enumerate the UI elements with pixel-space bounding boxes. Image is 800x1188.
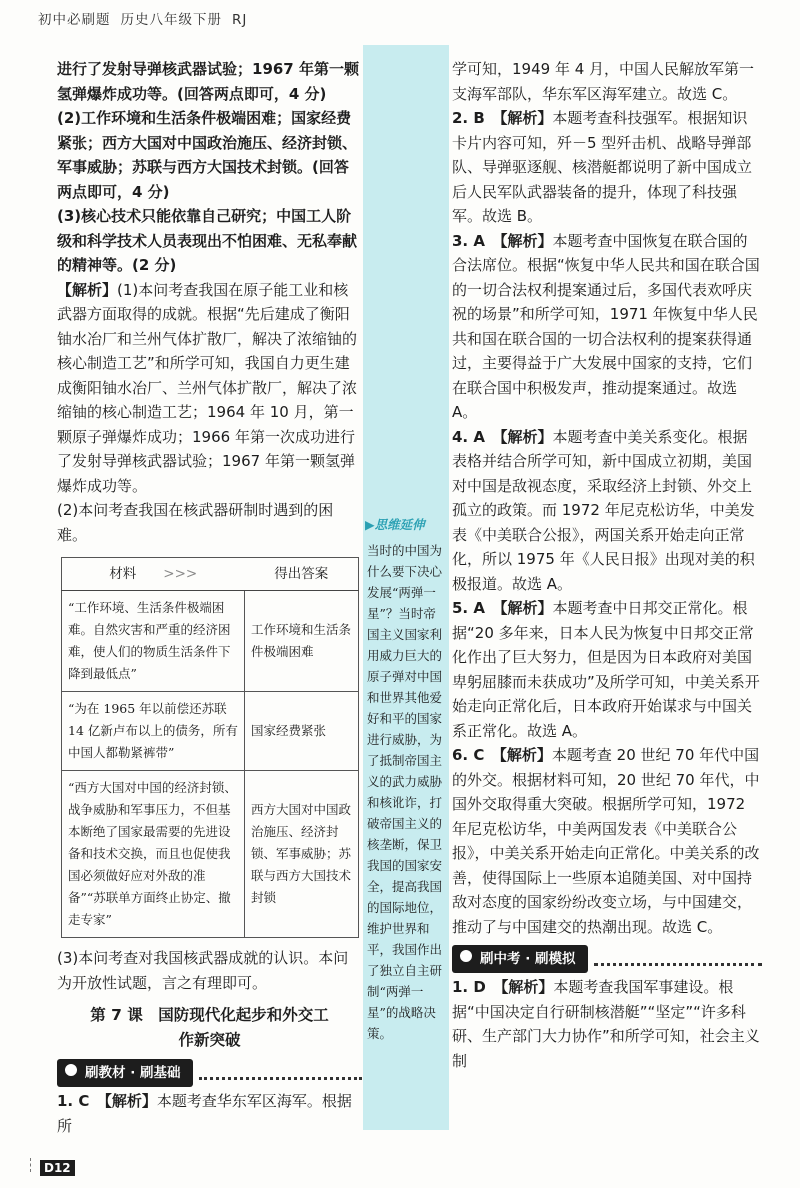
- table-row: [62, 771, 359, 938]
- page-header: [38, 8, 257, 28]
- answer-line-3: (3)核心技术只能依靠自己研究；中国工人阶级和科学技术人员表现出不怕困难、无私奉献的精神等。(2 分): [57, 207, 358, 274]
- material-table: [61, 557, 359, 938]
- analysis-label: 【解析】: [57, 280, 118, 299]
- answer-line-1: 进行了发射导弹核武器试验；1967 年第一颗氢弹爆炸成功等。(回答两点即可，4 分): [57, 60, 359, 103]
- sidebar-text: 当时的中国为什么要下决心发展“两弹一星”？当时帝国主义国家利用威力巨大的原子弹对中国和世界其他爱好和平的国家进行威胁，为了抵制帝国主义的武力威胁和核讹诈，打破帝国主义的核垄断，保卫我国的国家安全，提高我国的国际地位，维护世界和平，我国作出了独立自主研制“两弹一星”的战略决策。: [367, 543, 443, 1041]
- section-banner-basics: [57, 1061, 362, 1085]
- question-item: 1. D 【解析】本题考查我国军事建设。根据“中国决定自行研制核潜艇”“坚定”“许多科研、生产部门大力协作”和所学可知，社会主义制: [452, 978, 760, 1070]
- page-divider: [30, 1158, 39, 1172]
- left-column: [57, 57, 362, 1138]
- table-cell-answer: 工作环境和生活条件极端困难: [245, 591, 359, 692]
- table-row: [62, 591, 359, 692]
- section-banner-exam: [452, 947, 762, 971]
- book-subject: 历史八年级下册: [120, 12, 222, 28]
- question-1: 1. C 【解析】本题考查华东军区海军。根据所: [57, 1092, 352, 1135]
- banner-dots: [199, 1067, 362, 1080]
- analysis-part-3: (3)本问考查对我国核武器成就的认识。本问为开放性试题，言之有理即可。: [57, 949, 349, 992]
- question-item: 3. A 【解析】本题考查中国恢复在联合国的合法席位。根据“恢复中华人民共和国在联合国的一切合法权利提案通过后，多国代表欢呼庆祝的场景”和所学可知，1971 年恢复中华人民共和国在联合国的一切合法权利的提案获得通过，主要得益于广大发展中国家的支持，它们在联合国中积极发声，推动提案通过。故选 A。: [452, 231, 760, 421]
- question-text: 本题考查华东军区海军。根据所: [57, 1092, 352, 1135]
- table-header-answer: 得出答案: [245, 558, 359, 591]
- answer-line-2: (2)工作环境和生活条件极端困难；国家经费紧张；西方大国对中国政治施压、经济封锁、军事威胁；苏联与西方大国技术封锁。(回答两点即可，4 分): [57, 109, 358, 201]
- question-number: 1. C: [57, 1092, 90, 1110]
- table-row: [62, 692, 359, 771]
- page-number: D12: [40, 1160, 75, 1176]
- analysis-part-1: [57, 278, 362, 499]
- book-title: 初中必刷题: [38, 12, 111, 28]
- continued-text: 学可知，1949 年 4 月，中国人民解放军第一支海军部队，华东军区海军建立。故选 C。: [452, 60, 755, 103]
- analysis-text-1: (1)本问考查我国在原子能工业和核武器方面取得的成就。根据“先后建成了衡阳铀水冶厂和兰州气体扩散厂，解决了浓缩铀的核心制造工艺”和所学可知，我国自力更生建成衡阳铀水冶厂、兰州气体扩散厂，解决了浓缩铀的核心制造工艺；1964 年 10 月，第一颗原子弹爆炸成功；1966 年第一次成功进行了发射导弹核武器试验；1967 年第一颗氢弹爆炸成功等。: [57, 280, 358, 495]
- table-cell-material: “西方大国对中国的经济封锁、战争威胁和军事压力，不但基本断绝了国家最需要的先进设备和技术交换，而且也促使我国必须做好应对外敌的准备”“苏联单方面终止协定、撤走专家”: [62, 771, 245, 938]
- table-header-material: 材料 >>>: [62, 558, 245, 591]
- table-cell-answer: 国家经费紧张: [245, 692, 359, 771]
- banner-dots: [594, 953, 762, 966]
- analysis-part-2: (2)本问考查我国在核武器研制时遇到的困难。: [57, 501, 334, 544]
- banner-label: 刷中考 · 刷模拟: [452, 945, 588, 974]
- sidebar-title: ▶思维延伸: [365, 517, 425, 532]
- question-item: 4. A 【解析】本题考查中美关系变化。根据表格并结合所学可知，新中国成立初期，美国对中国是敌视态度，采取经济上封锁、外交上孤立的政策。而 1972 年尼克松访华，中美发表《中美联合公报》，两国关系开始走向正常化，所以 1975 年《人民日报》出现对美的积极报道。故选 A。: [452, 427, 755, 593]
- question-item: 6. C 【解析】本题考查 20 世纪 70 年代中国的外交。根据材料可知，20 世纪 70 年代，中国外交取得重大突破。根据所学可知，1972 年尼克松访华，中美两国发表《中美联合公报》，中美关系开始走向正常化。中美关系的改善，使得国际上一些原本追随美国、对中国持敌对态度的国家纷纷改变立场，与中国建交，推动了与中国建交的热潮出现。故选 C。: [452, 746, 760, 936]
- right-column: [452, 57, 762, 1073]
- arrow-glyph: >>>: [163, 566, 198, 582]
- book-edition: RJ: [232, 12, 248, 28]
- question-item: 2. B 【解析】本题考查科技强军。根据知识卡片内容可知，歼－5 型歼击机、战略导弹部队、导弹驱逐舰、核潜艇都说明了新中国成立后人民军队武器装备的提升，体现了科技强军。故选 B。: [452, 109, 753, 225]
- table-cell-answer: 西方大国对中国政治施压、经济封锁、军事威胁；苏联与西方大国技术封锁: [245, 771, 359, 938]
- banner-label: 刷教材 · 刷基础: [57, 1059, 193, 1088]
- table-cell-material: “为在 1965 年以前偿还苏联 14 亿新卢布以上的债务，所有中国人都勒紧裤带”: [62, 692, 245, 771]
- question-item: 5. A 【解析】本题考查中日邦交正常化。根据“20 多年来，日本人民为恢复中日邦交正常化作出了巨大努力，但是因为日本政府对美国卑躬屈膝而未获成功”及所学可知，中美关系开始走向正常化后，日本政府开始谋求与中国关系正常化。故选 A。: [452, 599, 760, 740]
- lesson-title: 第 7 课 国防现代化起步和外交工 作新突破: [90, 1006, 329, 1049]
- table-cell-material: “工作环境、生活条件极端困难。自然灾害和严重的经济困难，使人们的物质生活条件下降到最低点”: [62, 591, 245, 692]
